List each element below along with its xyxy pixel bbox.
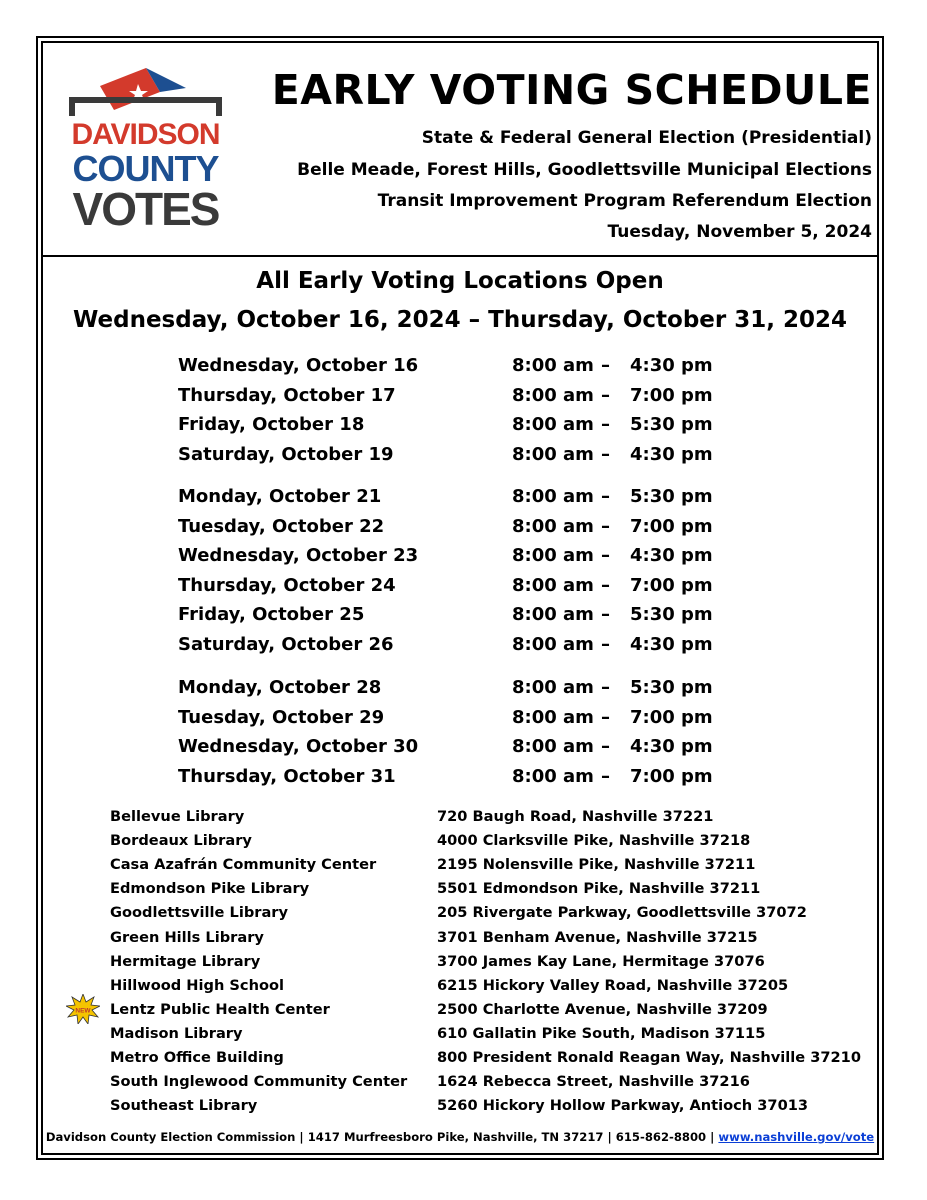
schedule-open-time: 8:00 am [512,516,594,537]
schedule-day: Saturday, October 19 [178,444,394,465]
schedule-day: Thursday, October 31 [178,766,396,787]
schedule-dash: – [601,444,610,465]
schedule-row [178,355,798,381]
location-name: Metro Office Building [110,1049,284,1066]
schedule-open-time: 8:00 am [512,385,594,406]
location-row [110,1025,870,1047]
footer-contact: Davidson County Election Commission | 1417 Murfreesboro Pike, Nashville, TN 37217 | 615-862-8800 | [45,1130,719,1144]
location-address: 4000 Clarksville Pike, Nashville 37218 [437,832,751,850]
schedule-day: Tuesday, October 29 [178,707,385,728]
subtitle-municipal: Belle Meade, Forest Hills, Goodlettsville Municipal Elections [297,160,872,180]
new-starburst-icon [66,994,100,1024]
schedule-row [178,604,798,630]
ballot-box-icon [58,62,233,122]
schedule-day: Monday, October 28 [178,677,382,698]
schedule-dash: – [601,516,610,537]
location-address: 610 Gallatin Pike South, Madison 37115 [437,1024,766,1042]
schedule-open-time: 8:00 am [512,444,594,465]
location-address: 205 Rivergate Parkway, Goodlettsville 37072 [437,904,807,922]
subtitle-referendum: Transit Improvement Program Referendum Election [377,191,872,211]
schedule-close-time: 7:00 pm [630,766,713,787]
schedule-open-time: 8:00 am [512,545,594,566]
schedule-day: Tuesday, October 22 [178,516,385,537]
location-name: Lentz Public Health Center [110,1000,330,1018]
location-address: 720 Baugh Road, Nashville 37221 [437,808,714,825]
location-row [110,953,870,975]
schedule-close-time: 4:30 pm [630,355,713,376]
schedule-day: Monday, October 21 [178,486,382,507]
schedule-dash: – [601,545,610,566]
schedule-row [178,545,798,571]
schedule-row [178,677,798,703]
location-name: South Inglewood Community Center [110,1073,408,1091]
location-name: Bordeaux Library [110,832,252,850]
location-row [110,880,870,902]
schedule-close-time: 7:00 pm [630,385,713,406]
schedule-dash: – [601,575,610,596]
location-address: 3701 Benham Avenue, Nashville 37215 [437,928,758,946]
schedule-dash: – [601,707,610,728]
location-row [110,929,870,951]
location-address: 6215 Hickory Valley Road, Nashville 37205 [437,976,789,994]
location-name: Southeast Library [110,1097,258,1115]
schedule-row [178,766,798,792]
location-name: Hillwood High School [110,976,285,994]
location-name: Hermitage Library [110,952,261,970]
subtitle-election-date: Tuesday, November 5, 2024 [607,222,872,242]
logo-word-county: COUNTY [72,148,219,189]
location-address: 2500 Charlotte Avenue, Nashville 37209 [437,1000,768,1018]
schedule-dash: – [601,766,610,787]
location-row [110,808,870,830]
davidson-county-votes-logo [58,62,233,235]
schedule-dash: – [601,486,610,507]
schedule-day: Wednesday, October 16 [178,355,419,376]
location-row [110,977,870,999]
schedule-close-time: 5:30 pm [630,604,713,625]
schedule-close-time: 5:30 pm [630,414,713,435]
schedule-row [178,707,798,733]
schedule-open-time: 8:00 am [512,707,594,728]
location-name: Casa Azafrán Community Center [110,856,377,874]
schedule-open-time: 8:00 am [512,414,594,435]
schedule-open-time: 8:00 am [512,736,594,757]
page-title: EARLY VOTING SCHEDULE [271,66,872,114]
schedule-close-time: 7:00 pm [630,575,713,596]
location-name: Green Hills Library [110,928,264,946]
schedule-open-time: 8:00 am [512,766,594,787]
schedule-dash: – [601,634,610,655]
schedule-day: Friday, October 25 [178,604,365,625]
location-row [110,856,870,878]
location-name: Bellevue Library [110,808,245,825]
location-row [110,1073,870,1095]
schedule-dash: – [601,355,610,376]
schedule-dash: – [601,385,610,406]
schedule-open-time: 8:00 am [512,677,594,698]
schedule-dash: – [601,414,610,435]
schedule-day: Thursday, October 24 [178,575,396,596]
intro-date-range: Wednesday, October 16, 2024 – Thursday, October 31, 2024 [72,307,848,333]
schedule-close-time: 7:00 pm [630,516,713,537]
schedule-open-time: 8:00 am [512,604,594,625]
location-name: Goodlettsville Library [110,904,289,922]
location-row [110,1049,870,1071]
logo-word-votes: VOTES [72,183,219,235]
location-address: 800 President Ronald Reagan Way, Nashville 37210 [437,1049,861,1066]
schedule-close-time: 4:30 pm [630,736,713,757]
schedule-open-time: 8:00 am [512,486,594,507]
schedule-close-time: 5:30 pm [630,677,713,698]
schedule-close-time: 4:30 pm [630,545,713,566]
schedule-close-time: 7:00 pm [630,707,713,728]
location-address: 1624 Rebecca Street, Nashville 37216 [437,1073,750,1091]
schedule-day: Thursday, October 17 [178,385,396,406]
subtitle-election: State & Federal General Election (Presidential) [421,128,872,148]
schedule-dash: – [601,736,610,757]
location-row [110,1001,870,1023]
schedule-row [178,575,798,601]
location-row [110,904,870,926]
location-address: 5501 Edmondson Pike, Nashville 37211 [437,880,761,898]
footer [41,1130,879,1144]
schedule-close-time: 4:30 pm [630,634,713,655]
schedule-day: Friday, October 18 [178,414,365,435]
schedule-row [178,736,798,762]
schedule-row [178,634,798,660]
schedule-row [178,486,798,512]
schedule-row [178,516,798,542]
new-badge-label: NEW [75,1007,91,1015]
location-address: 2195 Nolensville Pike, Nashville 37211 [437,856,756,874]
footer-website-link[interactable]: www.nashville.gov/vote [718,1130,875,1144]
location-name: Madison Library [110,1024,243,1042]
schedule-dash: – [601,604,610,625]
schedule-day: Wednesday, October 23 [178,545,419,566]
schedule-day: Saturday, October 26 [178,634,394,655]
schedule-row [178,385,798,411]
schedule-open-time: 8:00 am [512,575,594,596]
schedule-row [178,444,798,470]
location-address: 5260 Hickory Hollow Parkway, Antioch 37013 [437,1097,809,1115]
schedule-close-time: 4:30 pm [630,444,713,465]
location-name: Edmondson Pike Library [110,880,310,898]
location-row [110,832,870,854]
location-address: 3700 James Kay Lane, Hermitage 37076 [437,952,765,970]
schedule-day: Wednesday, October 30 [178,736,419,757]
logo-word-davidson: DAVIDSON [71,118,220,151]
schedule-row [178,414,798,440]
location-row [110,1097,870,1119]
schedule-open-time: 8:00 am [512,355,594,376]
schedule-close-time: 5:30 pm [630,486,713,507]
schedule-open-time: 8:00 am [512,634,594,655]
intro-heading: All Early Voting Locations Open [256,268,664,294]
schedule-dash: – [601,677,610,698]
header-divider [41,255,879,257]
